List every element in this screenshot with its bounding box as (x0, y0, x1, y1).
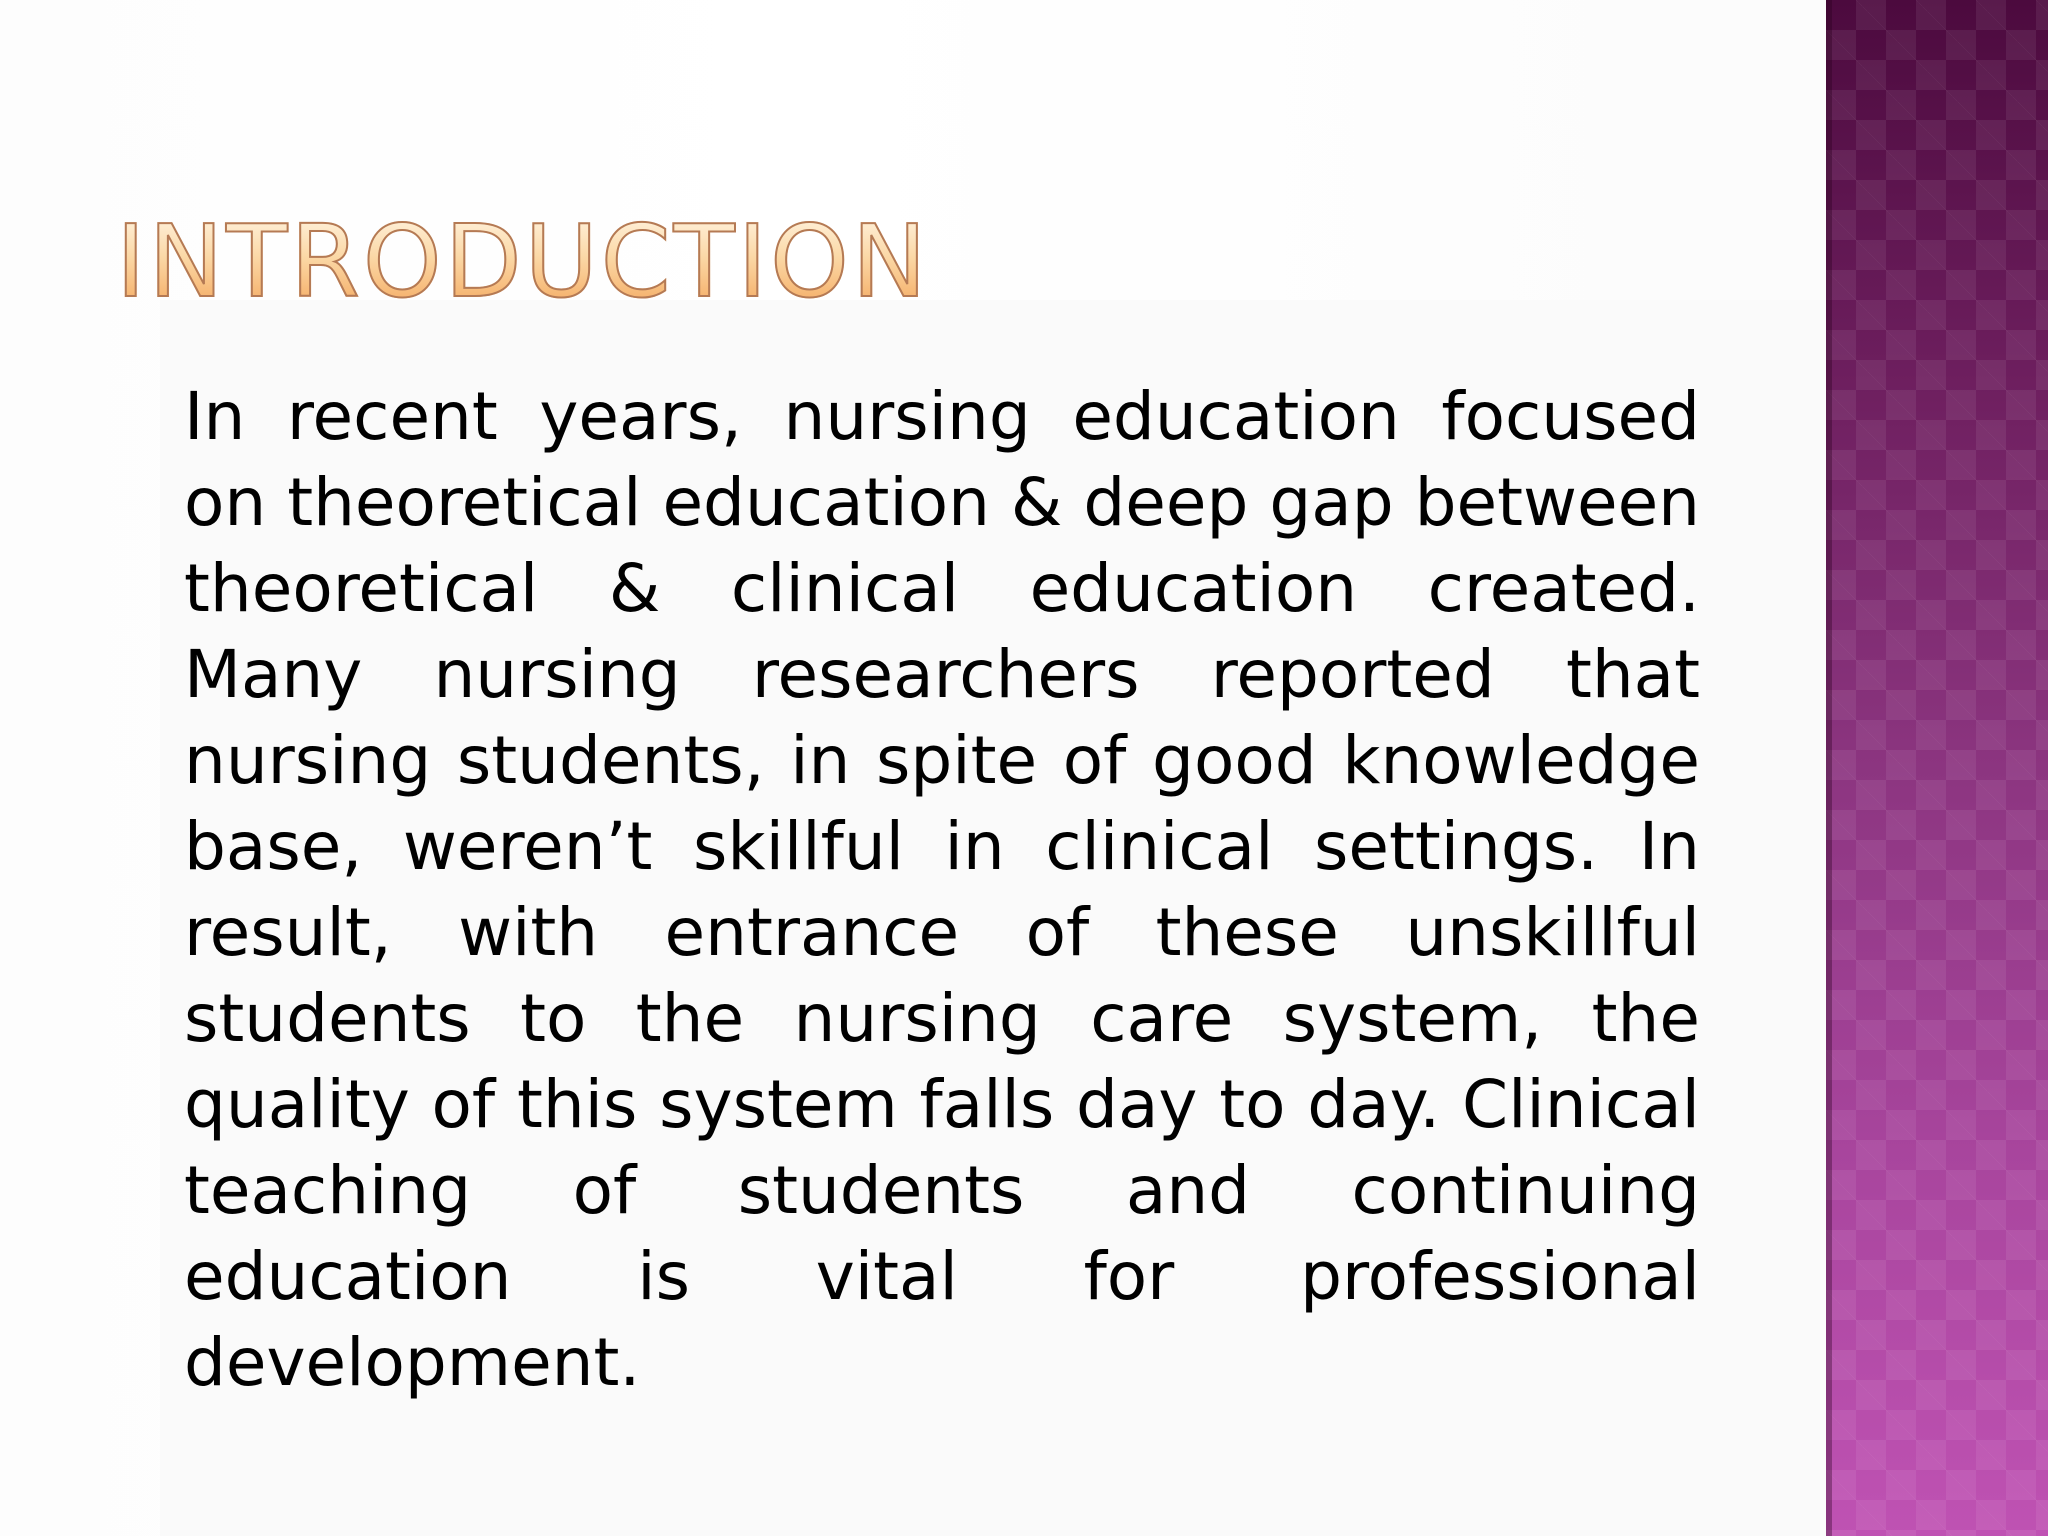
decorative-side-band (1826, 0, 2048, 1536)
slide-title: INTRODUCTION (116, 203, 930, 320)
slide-body-text: In recent years, nursing education focused on theoretical education & deep gap between theoretical & clinical education created. Many nursing researchers reported that nursing students, in spite of good knowledge base, weren’t skillful in clinical settings. In result, with entrance of these unskillful students to the nursing care system, the quality of this system falls day to day. Clinical teaching of students and continuing education is vital for professional development. (184, 378, 1700, 1401)
